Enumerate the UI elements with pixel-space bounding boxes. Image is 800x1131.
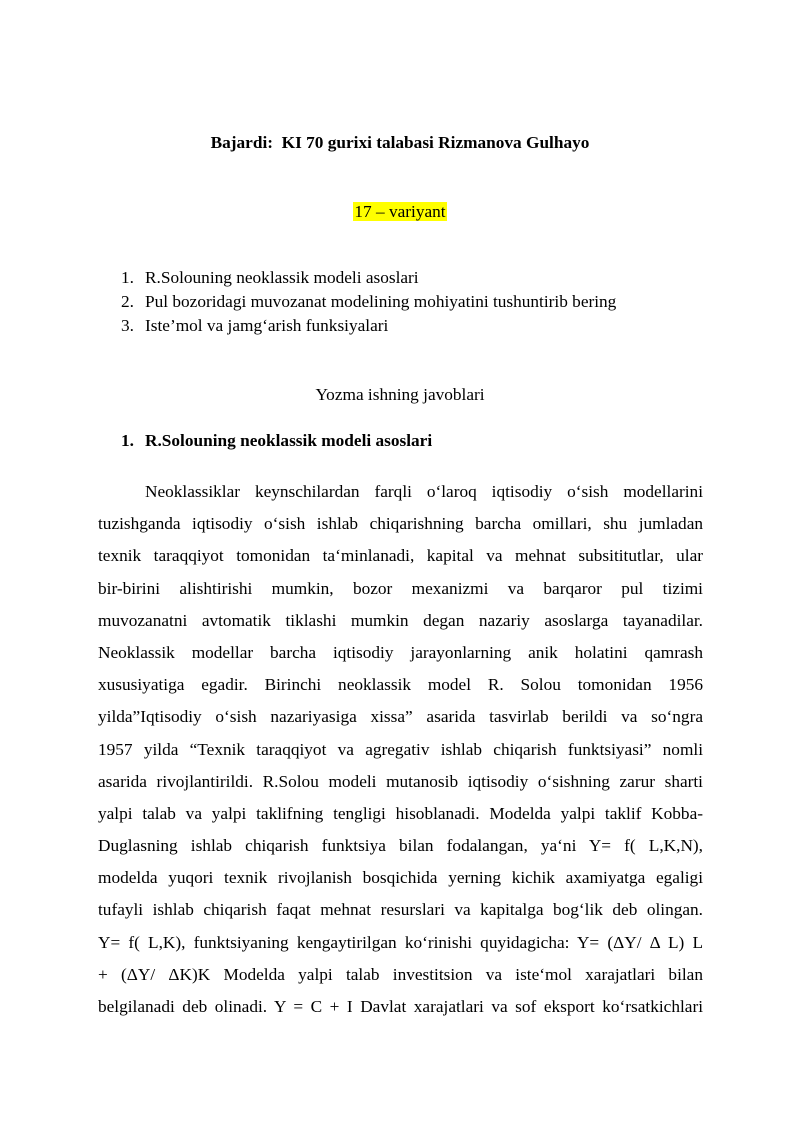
paragraph-line: belgilanadi deb olinadi. Y = C + I Davlat xarajatlari va sof eksport ko‘rsatkichlari bbox=[98, 997, 703, 1016]
body-paragraph bbox=[98, 476, 703, 1023]
paragraph-line: 1957 yilda “Texnik taraqqiyot va agregativ ishlab chiqarish funktsiyasi” nomli bbox=[98, 739, 703, 759]
paragraph-line: tufayli ishlab chiqarish faqat mehnat resurslari va kapitalga bog‘lik deb olingan. bbox=[98, 900, 703, 920]
paragraph-line: texnik taraqqiyot tomonidan ta‘minlanadi, kapital va mehnat subsititutlar, ular bbox=[98, 546, 703, 566]
variant-highlight: 17 – variyant bbox=[354, 202, 446, 221]
section-number: 1. bbox=[121, 431, 134, 450]
paragraph-line: bir-birini alishtirishi mumkin, bozor mexanizmi va barqaror pul tizimi bbox=[98, 578, 703, 598]
paragraph-line: + (ΔY/ ΔK)K Modelda yalpi talab investitsion va iste‘mol xarajatlari bilan bbox=[98, 964, 703, 984]
question-number: 2. bbox=[121, 292, 134, 311]
paragraph-line: yalpi talab va yalpi taklifning tengligi hisoblanadi. Modelda yalpi taklif Kobba- bbox=[98, 803, 703, 823]
question-item bbox=[121, 314, 616, 338]
question-text: R.Solouning neoklassik modeli asoslari bbox=[145, 268, 419, 287]
question-text: Iste’mol va jamg‘arish funksiyalari bbox=[145, 316, 389, 335]
paragraph-line: muvozanatni avtomatik tiklashi mumkin degan nazariy asoslarga tayanadilar. bbox=[98, 610, 703, 630]
question-text: Pul bozoridagi muvozanat modelining mohiyatini tushuntirib bering bbox=[145, 292, 617, 311]
question-item bbox=[121, 290, 616, 314]
paragraph-line: asarida rivojlantirildi. R.Solou modeli mutanosib iqtisodiy o‘sishning zarur sharti bbox=[98, 771, 703, 791]
paragraph-line: tuzishganda iqtisodiy o‘sish ishlab chiqarishning barcha omillari, shu jumladan bbox=[98, 514, 703, 534]
question-number: 1. bbox=[121, 268, 134, 287]
paragraph-line: Y= f( L,K), funktsiyaning kengaytirilgan ko‘rinishi quyidagicha: Y= (ΔY/ Δ L) L bbox=[98, 932, 703, 952]
paragraph-line: Duglasning ishlab chiqarish funktsiya bilan fodalangan, ya‘ni Y= f( L,K,N), bbox=[98, 836, 703, 856]
author-line: Bajardi: KI 70 gurixi talabasi Rizmanova Gulhayo bbox=[210, 133, 590, 152]
question-list bbox=[121, 266, 616, 338]
section-title: R.Solouning neoklassik modeli asoslari bbox=[145, 431, 433, 450]
paragraph-line: Neoklassik modellar barcha iqtisodiy jarayonlarning anik holatini qamrash bbox=[98, 642, 703, 662]
paragraph-line: yilda”Iqtisodiy o‘sish nazariyasiga xissa” asarida tasvirlab berildi va so‘ngra bbox=[98, 707, 703, 727]
question-item bbox=[121, 266, 616, 290]
paragraph-line: xususiyatiga egadir. Birinchi neoklassik model R. Solou tomonidan 1956 bbox=[98, 675, 703, 695]
paragraph-line: modelda yuqori texnik rivojlanish bosqichida yerning kichik axamiyatga egaligi bbox=[98, 868, 703, 888]
section-heading bbox=[121, 429, 432, 453]
question-number: 3. bbox=[121, 316, 134, 335]
paragraph-line: Neoklassiklar keynschilardan farqli o‘laroq iqtisodiy o‘sish modellarini bbox=[145, 482, 703, 501]
variant-label bbox=[0, 200, 800, 224]
answers-heading: Yozma ishning javoblari bbox=[315, 385, 485, 404]
